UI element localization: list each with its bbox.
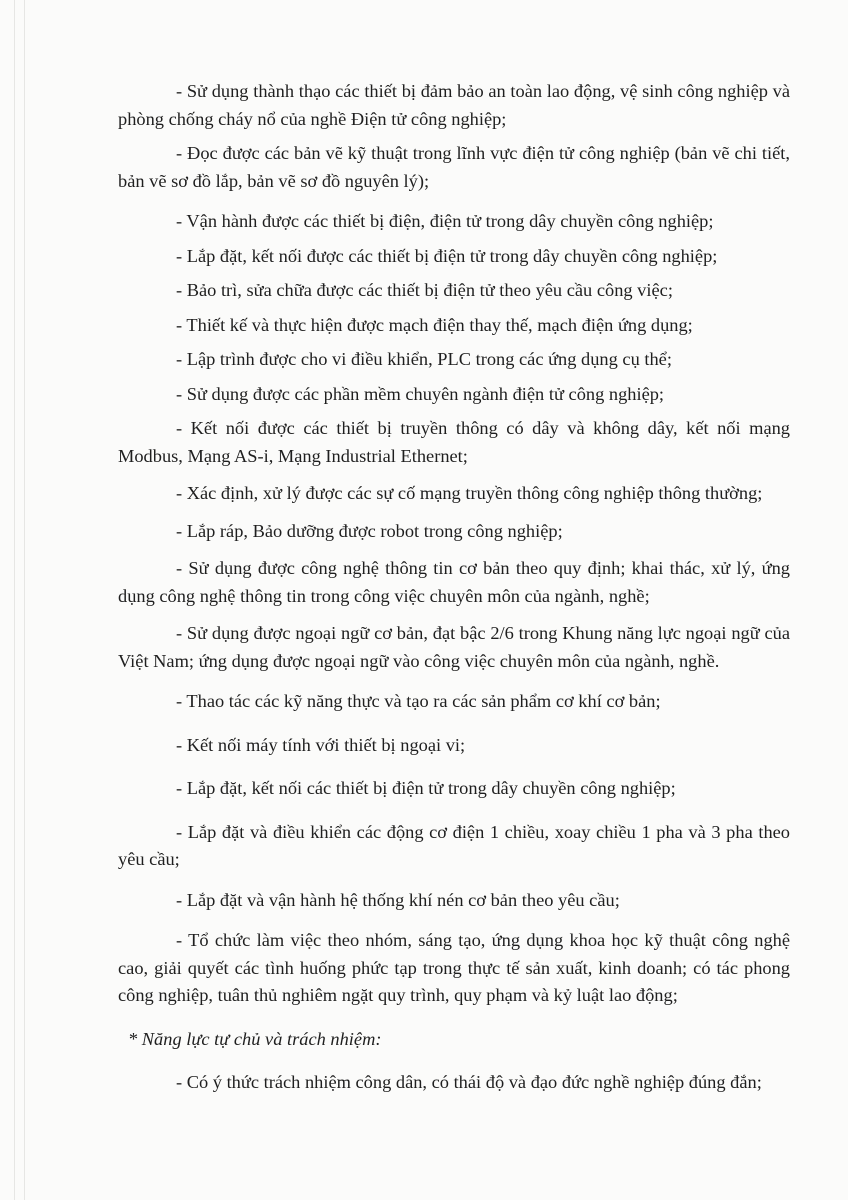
list-item: - Thiết kế và thực hiện được mạch điện thay thế, mạch điện ứng dụng; — [176, 314, 693, 335]
list-item: - Đọc được các bản vẽ kỹ thuật trong lĩnh vực điện tử công nghiệp (bản vẽ chi tiết, bản vẽ sơ đồ lắp, bản vẽ sơ đồ nguyên lý); — [118, 143, 790, 191]
document-body — [118, 78, 790, 1097]
list-item: - Kết nối được các thiết bị truyền thông có dây và không dây, kết nối mạng Modbus, Mạng AS-i, Mạng Industrial Ethernet; — [118, 418, 790, 466]
list-item: - Kết nối máy tính với thiết bị ngoại vi; — [176, 734, 466, 755]
list-item: - Xác định, xử lý được các sự cố mạng truyền thông công nghiệp thông thường; — [176, 483, 763, 503]
list-item: - Lập trình được cho vi điều khiển, PLC trong các ứng dụng cụ thể; — [176, 349, 672, 369]
list-item: - Sử dụng được ngoại ngữ cơ bản, đạt bậc 2/6 trong Khung năng lực ngoại ngữ của Việt Nam; ứng dụng được ngoại ngữ vào công việc chuyên môn của ngành, nghề. — [118, 623, 790, 671]
section-heading: * Năng lực tự chủ và trách nhiệm: — [128, 1028, 382, 1049]
list-item: - Vận hành được các thiết bị điện, điện tử trong dây chuyền công nghiệp; — [176, 211, 714, 231]
list-item: - Sử dụng được công nghệ thông tin cơ bản theo quy định; khai thác, xử lý, ứng dụng công nghệ thông tin trong công việc chuyên môn của ngành, nghề; — [118, 558, 790, 606]
page-edge-line — [24, 0, 25, 1200]
list-item: - Thao tác các kỹ năng thực và tạo ra các sản phẩm cơ khí cơ bản; — [176, 691, 661, 711]
list-item: - Lắp đặt, kết nối các thiết bị điện tử trong dây chuyền công nghiệp; — [176, 778, 676, 798]
list-item: - Lắp đặt và vận hành hệ thống khí nén cơ bản theo yêu cầu; — [176, 889, 620, 910]
list-item: - Có ý thức trách nhiệm công dân, có thái độ và đạo đức nghề nghiệp đúng đắn; — [176, 1072, 762, 1092]
list-item: - Tổ chức làm việc theo nhóm, sáng tạo, ứng dụng khoa học kỹ thuật công nghệ cao, giải quyết các tình huống phức tạp trong thực tế sản xuất, kinh doanh; có tác phong công nghiệp, tuân thủ nghiêm ngặt quy trình, quy phạm và kỷ luật lao động; — [118, 930, 790, 1005]
list-item: - Bảo trì, sửa chữa được các thiết bị điện tử theo yêu cầu công việc; — [176, 280, 673, 300]
list-item: - Sử dụng được các phần mềm chuyên ngành điện tử công nghiệp; — [176, 383, 665, 404]
list-item: - Lắp đặt và điều khiển các động cơ điện 1 chiều, xoay chiều 1 pha và 3 pha theo yêu cầu; — [118, 821, 790, 869]
list-item: - Lắp đặt, kết nối được các thiết bị điện tử trong dây chuyền công nghiệp; — [176, 245, 718, 266]
list-item: - Lắp ráp, Bảo dưỡng được robot trong công nghiệp; — [176, 520, 563, 541]
page-edge-line — [14, 0, 15, 1200]
list-item: - Sử dụng thành thạo các thiết bị đảm bảo an toàn lao động, vệ sinh công nghiệp và phòng chống cháy nổ của nghề Điện tử công nghiệp; — [118, 81, 790, 129]
